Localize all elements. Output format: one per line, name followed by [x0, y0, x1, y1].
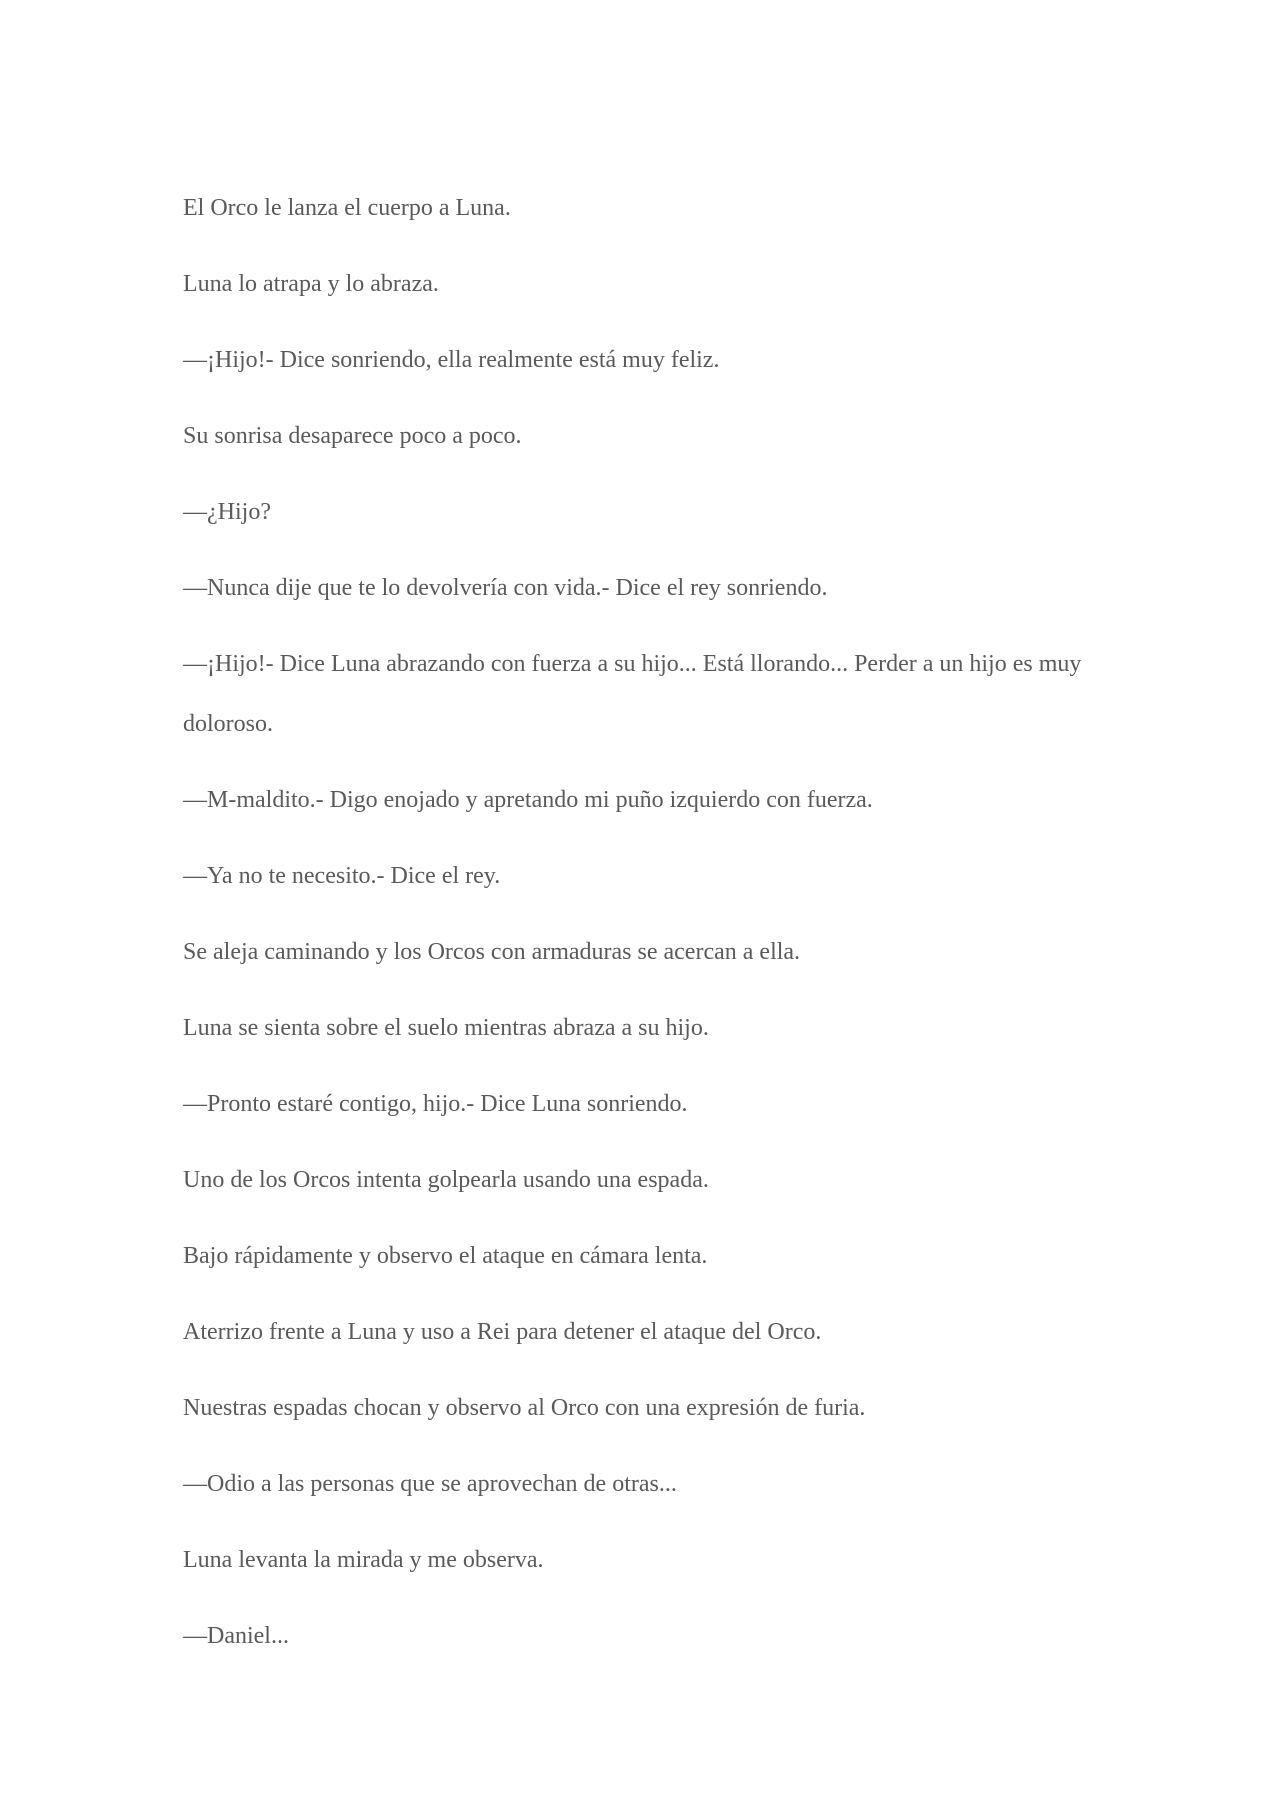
paragraph-5: —¿Hijo? [183, 499, 271, 525]
paragraph-14: Bajo rápidamente y observo el ataque en cámara lenta. [183, 1243, 708, 1269]
paragraph-16: Nuestras espadas chocan y observo al Orco con una expresión de furia. [183, 1395, 866, 1421]
paragraph-18: Luna levanta la mirada y me observa. [183, 1547, 544, 1573]
paragraph-15: Aterrizo frente a Luna y uso a Rei para detener el ataque del Orco. [183, 1319, 822, 1345]
paragraph-4: Su sonrisa desaparece poco a poco. [183, 423, 522, 449]
document-body [183, 178, 1113, 1682]
paragraph-7: —¡Hijo!- Dice Luna abrazando con fuerza a su hijo... Está llorando... Perder a un hijo es muy doloroso. [183, 651, 1082, 737]
paragraph-3: —¡Hijo!- Dice sonriendo, ella realmente está muy feliz. [183, 347, 720, 373]
paragraph-10: Se aleja caminando y los Orcos con armaduras se acercan a ella. [183, 939, 801, 965]
paragraph-9: —Ya no te necesito.- Dice el rey. [183, 863, 501, 889]
paragraph-2: Luna lo atrapa y lo abraza. [183, 271, 439, 297]
paragraph-19: —Daniel... [183, 1623, 289, 1649]
paragraph-17: —Odio a las personas que se aprovechan de otras... [183, 1471, 677, 1497]
paragraph-13: Uno de los Orcos intenta golpearla usando una espada. [183, 1167, 709, 1193]
paragraph-11: Luna se sienta sobre el suelo mientras abraza a su hijo. [183, 1015, 709, 1041]
paragraph-1: El Orco le lanza el cuerpo a Luna. [183, 195, 511, 221]
paragraph-6: —Nunca dije que te lo devolvería con vida.- Dice el rey sonriendo. [183, 575, 828, 601]
paragraph-12: —Pronto estaré contigo, hijo.- Dice Luna sonriendo. [183, 1091, 688, 1117]
paragraph-8: —M-maldito.- Digo enojado y apretando mi puño izquierdo con fuerza. [183, 787, 873, 813]
